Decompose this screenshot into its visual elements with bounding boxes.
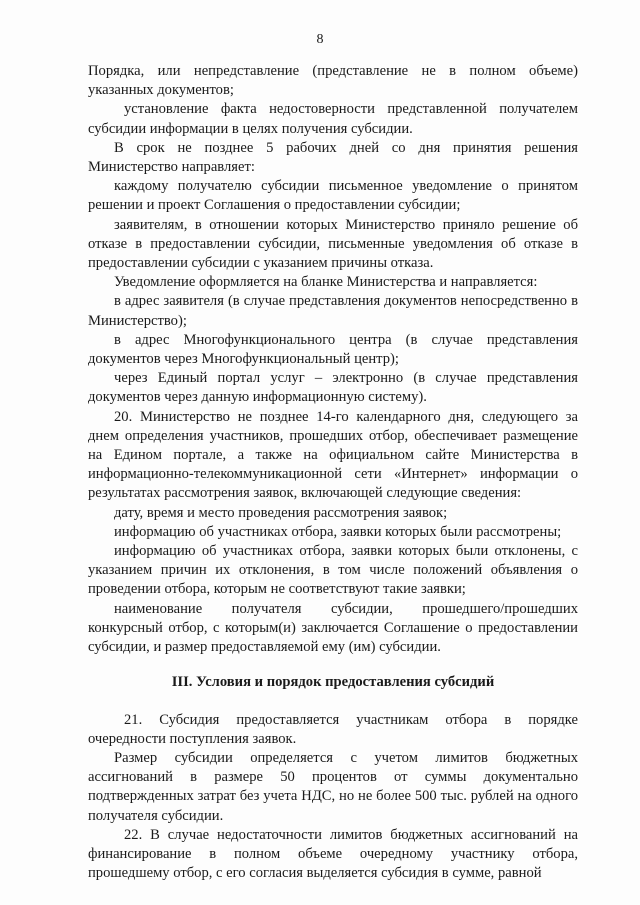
paragraph: Порядка, или непредставление (представление не в полном объеме) указанных документов; xyxy=(88,63,578,99)
paragraph: в адрес заявителя (в случае представления документов непосредственно в Министерство); xyxy=(88,293,578,329)
paragraph: Уведомление оформляется на бланке Министерства и направляется: xyxy=(114,274,538,291)
paragraph: каждому получателю субсидии письменное уведомление о принятом решении и проект Соглашения о предоставлении субсидии; xyxy=(88,178,578,214)
paragraph: Размер субсидии определяется с учетом лимитов бюджетных ассигнований в размере 50 процентов от суммы документально подтвержденных затрат без учета НДС, но не более 500 тыс. рублей на одного получателя субсидии. xyxy=(88,749,578,824)
page-number: 8 xyxy=(316,32,324,47)
paragraph: через Единый портал услуг – электронно (в случае представления документов через данную информационную систему). xyxy=(88,370,578,406)
paragraph: заявителям, в отношении которых Министерство приняло решение об отказе в предоставлении субсидии, письменные уведомления об отказе в предоставлении субсидии с указанием причины отказа. xyxy=(88,216,578,272)
paragraph: В срок не позднее 5 рабочих дней со дня принятия решения Министерство направляет: xyxy=(88,139,578,176)
document-body xyxy=(88,62,578,883)
paragraph: наименование получателя субсидии, прошедшего/прошедших конкурсный отбор, с которым(и) заключается Соглашение о предоставлении субсидии, и размер предоставляемой ему (им) субсидии. xyxy=(88,600,578,656)
paragraph: 21. Субсидия предоставляется участникам отбора в порядке очередности поступления заявок. xyxy=(88,711,578,747)
paragraph: информацию об участниках отбора, заявки которых были отклонены, с указанием причин их отклонения, в том числе положений объявления о проведении отбора, которым не соответствуют такие заявки; xyxy=(88,543,578,598)
paragraph: установление факта недостоверности представленной получателем субсидии информации в целях получения субсидии. xyxy=(88,101,578,137)
section-title: III. Условия и порядок предоставления субсидий xyxy=(171,674,495,691)
paragraph: 20. Министерство не позднее 14-го календарного дня, следующего за днем определения участников, прошедших отбор, обеспечивает размещение на Едином портале, а также на официальном сайте Министерства в информационно-телекоммуникационной сети «Интернет» информации о результатах рассмотрения заявок, включающей следующие сведения: xyxy=(88,408,578,502)
paragraph: дату, время и место проведения рассмотрения заявок; xyxy=(114,504,448,521)
paragraph: 22. В случае недостаточности лимитов бюджетных ассигнований на финансирование в полном объеме очередному участнику отбора, прошедшему отбор, с его согласия выделяется субсидия в сумме, равной xyxy=(88,826,578,882)
paragraph: информацию об участниках отбора, заявки которых были рассмотрены; xyxy=(114,523,562,540)
paragraph: в адрес Многофункционального центра (в случае представления документов через Многофункциональный центр); xyxy=(88,331,578,368)
